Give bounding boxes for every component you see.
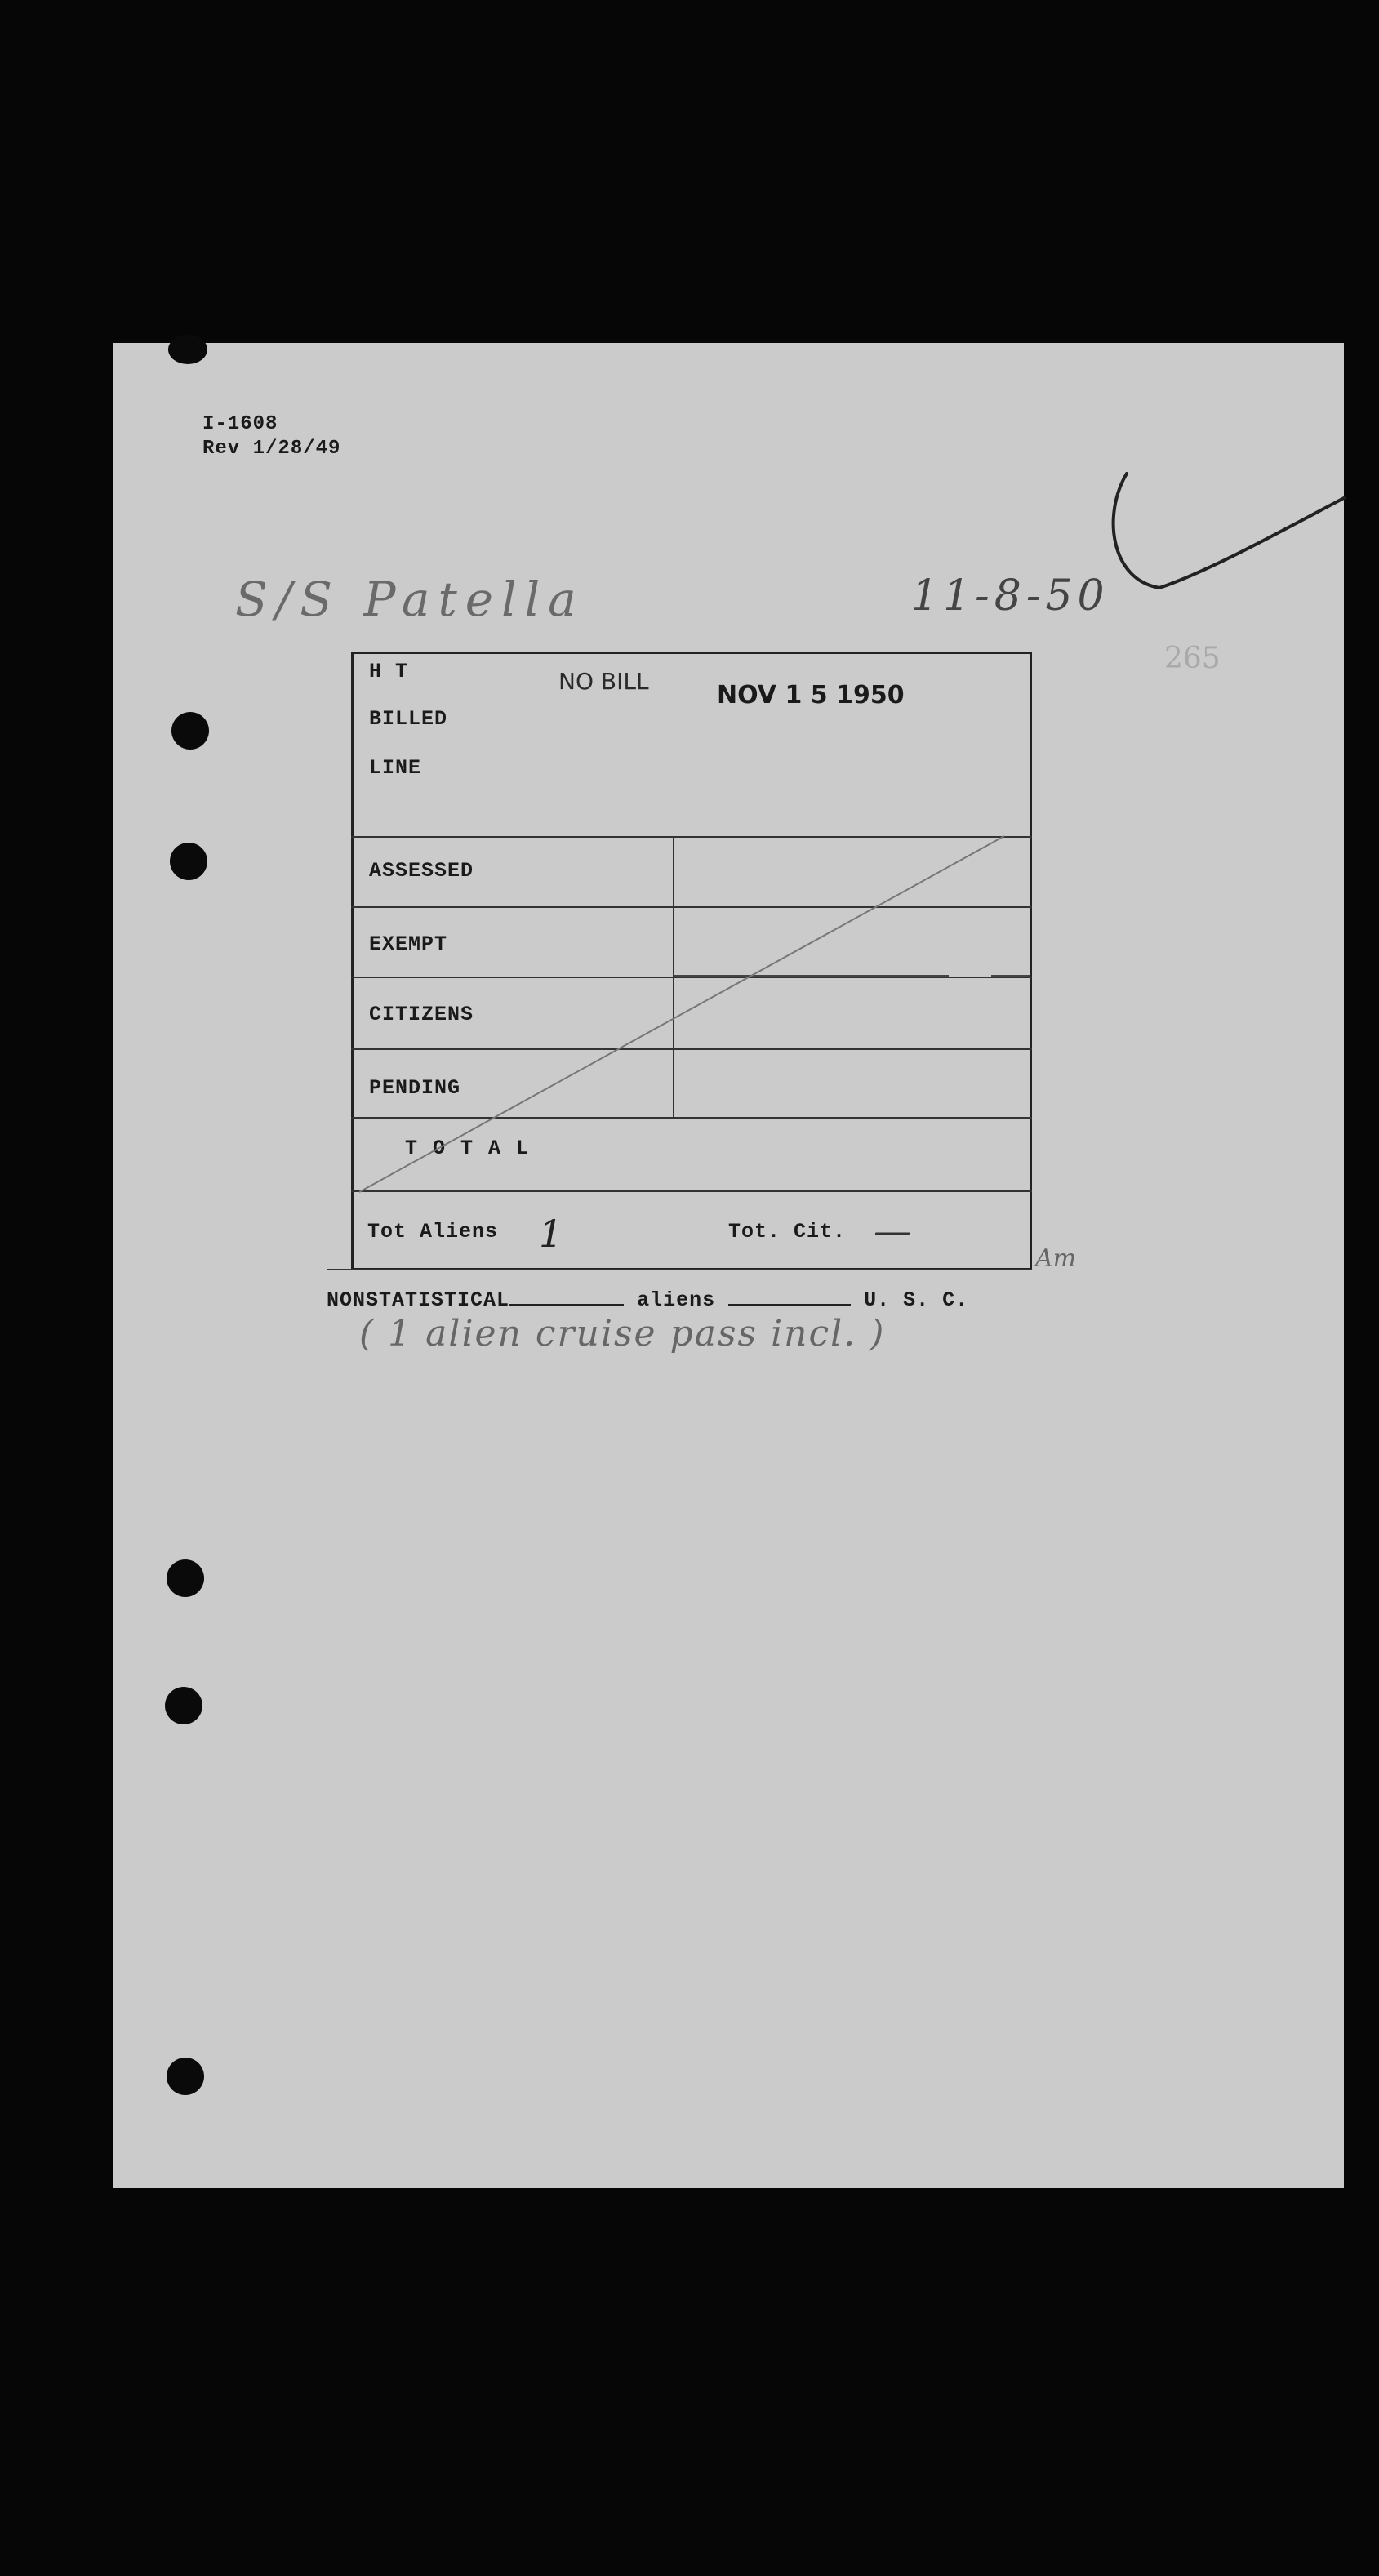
label-pending: PENDING (369, 1076, 461, 1100)
punch-hole (170, 843, 207, 880)
blank-field (509, 1304, 624, 1306)
handwritten-note: ( 1 alien cruise pass incl. ) (359, 1313, 886, 1355)
label-aliens: aliens (637, 1288, 716, 1312)
label-total: T O T A L (405, 1137, 531, 1160)
no-bill-stamp: NO BILL (558, 668, 649, 695)
label-line: LINE (369, 756, 422, 780)
label-ht: H T (369, 660, 409, 683)
label-billed: BILLED (369, 707, 448, 731)
aliens-count: 1 (539, 1212, 563, 1256)
underline (327, 1269, 1032, 1270)
punch-hole (167, 1559, 204, 1597)
label-nonstatistical: NONSTATISTICAL (327, 1288, 510, 1312)
label-assessed: ASSESSED (369, 859, 474, 883)
nonstatistical-line (327, 1288, 968, 1312)
check-mark-icon (1102, 465, 1347, 604)
punch-hole (165, 1687, 202, 1724)
citizens-dash: — (874, 1208, 911, 1252)
label-exempt: EXEMPT (369, 932, 448, 956)
page-number: 265 (1164, 642, 1221, 675)
label-citizens: CITIZENS (369, 1003, 474, 1026)
label-tot-aliens: Tot Aliens (367, 1220, 499, 1244)
punch-hole (171, 712, 209, 750)
received-date-stamp: NOV 1 5 1950 (717, 681, 905, 710)
punch-hole (167, 2058, 204, 2095)
blank-field (728, 1304, 851, 1306)
punch-hole (168, 335, 207, 364)
initials: Am (1035, 1244, 1077, 1273)
form-number: I-1608 (202, 413, 278, 435)
ship-name: S/S Patella (235, 572, 585, 627)
diagonal-line (351, 833, 1032, 1200)
label-tot-cit: Tot. Cit. (728, 1220, 847, 1244)
label-usc: U. S. C. (864, 1288, 969, 1312)
form-revision: Rev 1/28/49 (202, 438, 341, 460)
handwritten-date: 11-8-50 (911, 572, 1110, 621)
